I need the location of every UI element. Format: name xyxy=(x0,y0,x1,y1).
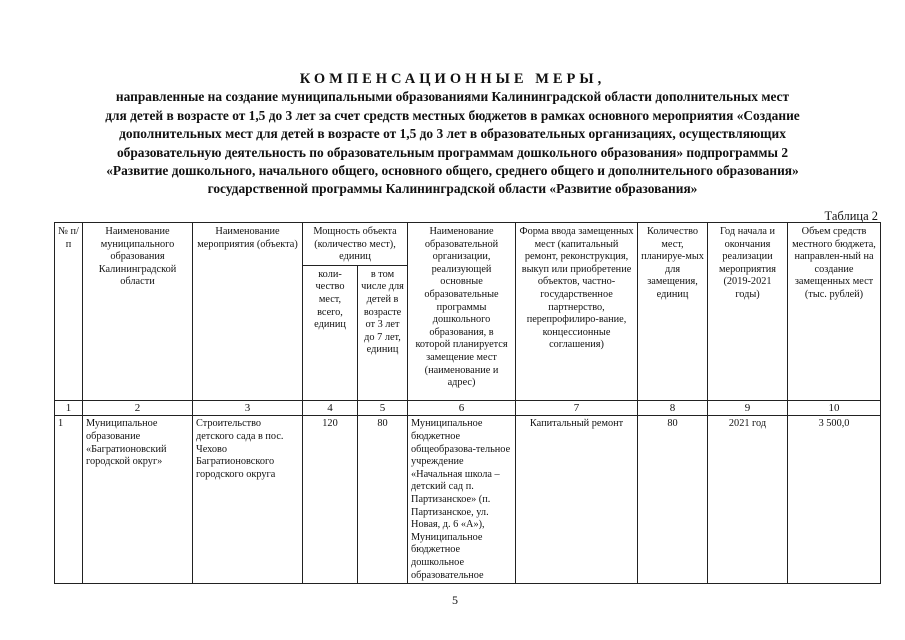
column-number: 9 xyxy=(708,400,788,416)
document-heading xyxy=(40,70,865,199)
column-number: 7 xyxy=(516,400,638,416)
table-label: Таблица 2 xyxy=(824,209,878,223)
cell-event: Строительство детского сада в пос. Чехово Багратионовского городского округа xyxy=(193,416,303,584)
header-municipality: Наименование муниципального образования Калининградской области xyxy=(83,223,193,401)
document-title: КОМПЕНСАЦИОННЫЕ МЕРЫ, xyxy=(299,71,606,87)
column-number: 3 xyxy=(193,400,303,416)
cell-num: 1 xyxy=(55,416,83,584)
heading-line: дополнительных мест для детей в возрасте от 1,5 до 3 лет в образовательных организациях, осуществляющих xyxy=(119,126,786,142)
column-number: 5 xyxy=(358,400,408,416)
cell-organization: Муниципальное бюджетное общеобразова-тельное учреждение «Начальная школа – детский сад п. Партизанское» (п. Партизанское, ул. Новая, д. 6 «А»), Муниципальное бюджетное дошкольное образовательное xyxy=(408,416,516,584)
column-number: 4 xyxy=(303,400,358,416)
heading-line: образовательную деятельность по образовательным программам дошкольного образования» подпрограммы 2 xyxy=(116,144,789,160)
table-header-row xyxy=(55,223,881,266)
heading-line: «Развитие дошкольного, начального общего, основного общего, среднего общего и дополнительного образования» xyxy=(106,163,799,179)
heading-line: направленные на создание муниципальными образованиями Калининградской области дополнительных мест xyxy=(115,89,790,105)
table-row xyxy=(55,416,881,584)
cell-budget: 3 500,0 xyxy=(788,416,881,584)
column-number: 6 xyxy=(408,400,516,416)
cell-municipality: Муниципальное образование «Багратионовский городской округ» xyxy=(83,416,193,584)
cell-places-total: 120 xyxy=(303,416,358,584)
header-event: Наименование мероприятия (объекта) xyxy=(193,223,303,401)
column-number-row xyxy=(55,400,881,416)
column-number: 1 xyxy=(55,400,83,416)
column-number: 10 xyxy=(788,400,881,416)
header-years: Год начала и окончания реализации мероприятия (2019-2021 годы) xyxy=(708,223,788,401)
page-number: 5 xyxy=(452,593,458,607)
cell-form: Капитальный ремонт xyxy=(516,416,638,584)
cell-places-3-7: 80 xyxy=(358,416,408,584)
header-form: Форма ввода замещенных мест (капитальный ремонт, реконструкция, выкуп или приобретение объектов, частно-государственное партнерство, перепрофилиро-вание, концессионные соглашения) xyxy=(516,223,638,401)
header-places-3-7: в том числе для детей в возрасте от 3 лет до 7 лет, единиц xyxy=(358,265,408,400)
header-num: № п/п xyxy=(55,223,83,401)
cell-planned-places: 80 xyxy=(638,416,708,584)
header-capacity-group: Мощность объекта (количество мест), единиц xyxy=(303,223,408,266)
compensation-table xyxy=(54,222,881,584)
header-planned-places: Количество мест, планируе-мых для замещения, единиц xyxy=(638,223,708,401)
cell-years: 2021 год xyxy=(708,416,788,584)
header-places-total: коли-чество мест, всего, единиц xyxy=(303,265,358,400)
heading-line: для детей в возрасте от 1,5 до 3 лет за счет средств местных бюджетов в рамках основного мероприятия «Создание xyxy=(105,107,800,123)
header-budget: Объем средств местного бюджета, направлен-ный на создание замещенных мест (тыс. рублей) xyxy=(788,223,881,401)
header-organization: Наименование образовательной организации, реализующей основные образовательные программы дошкольного образования, в которой планируется замещение мест (наименование и адрес) xyxy=(408,223,516,401)
column-number: 2 xyxy=(83,400,193,416)
column-number: 8 xyxy=(638,400,708,416)
heading-line: государственной программы Калининградской области «Развитие образования» xyxy=(207,181,698,197)
